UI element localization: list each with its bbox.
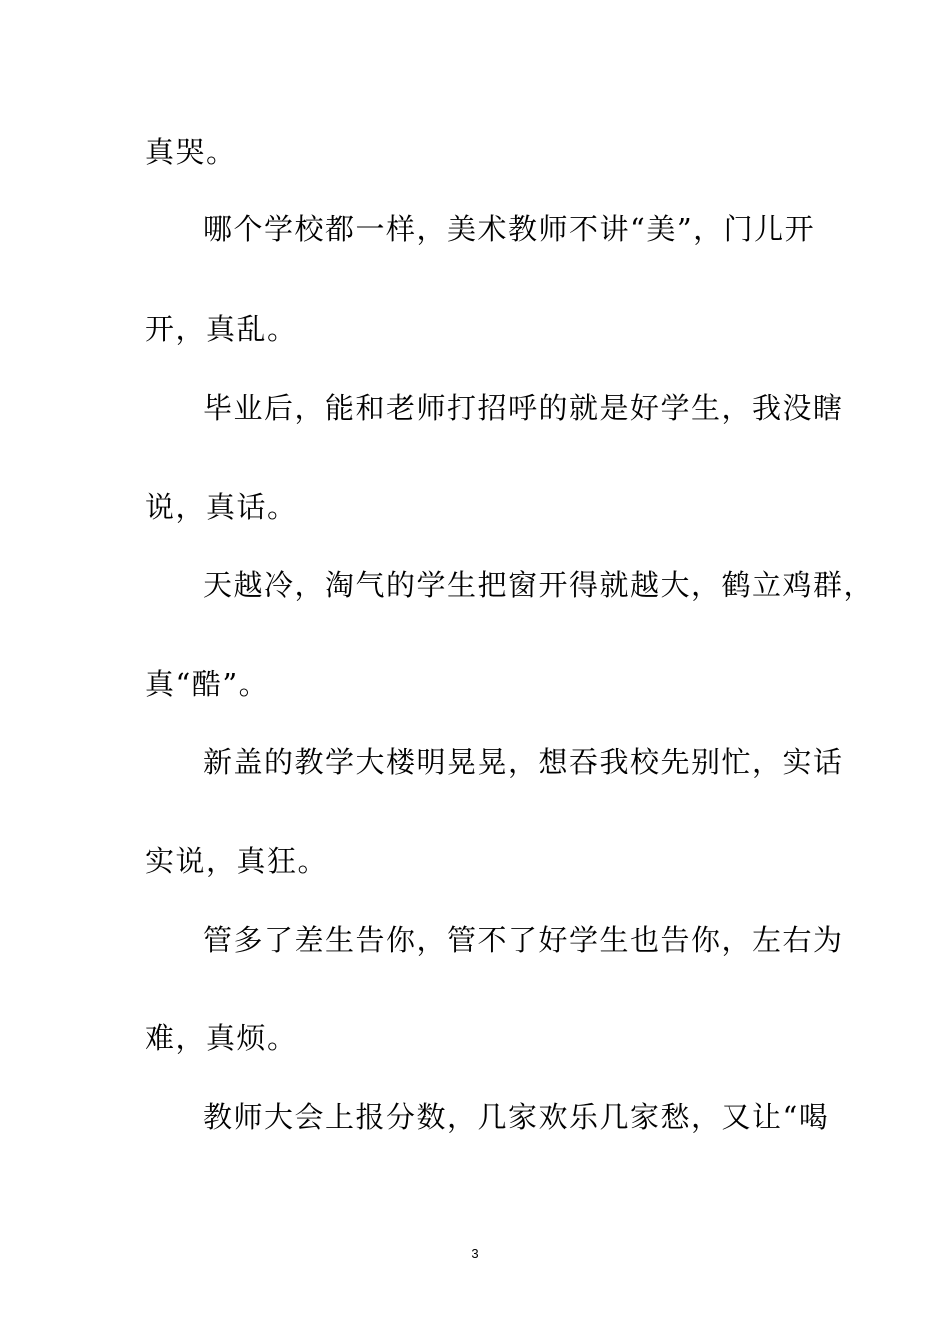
text-line-3: 开，真乱。 <box>145 312 298 346</box>
page-number: 3 <box>471 1246 479 1261</box>
text-line-4: 毕业后，能和老师打招呼的就是好学生，我没瞎 <box>203 391 844 425</box>
text-line-7: 真“酷”。 <box>145 667 270 701</box>
text-line-5: 说，真话。 <box>145 490 298 524</box>
text-line-10: 管多了差生告你，管不了好学生也告你，左右为 <box>203 923 844 957</box>
text-line-11: 难，真烦。 <box>145 1021 298 1055</box>
text-line-9: 实说，真狂。 <box>145 844 329 878</box>
text-line-12: 教师大会上报分数，几家欢乐几家愁，又让“喝 <box>203 1100 830 1134</box>
text-line-6: 天越冷，淘气的学生把窗开得就越大，鹤立鸡群， <box>203 568 875 602</box>
text-line-1: 真哭。 <box>145 135 237 169</box>
text-line-2: 哪个学校都一样，美术教师不讲“美”，门儿开 <box>203 212 816 246</box>
text-line-8: 新盖的教学大楼明晃晃，想吞我校先别忙，实话 <box>203 745 844 779</box>
